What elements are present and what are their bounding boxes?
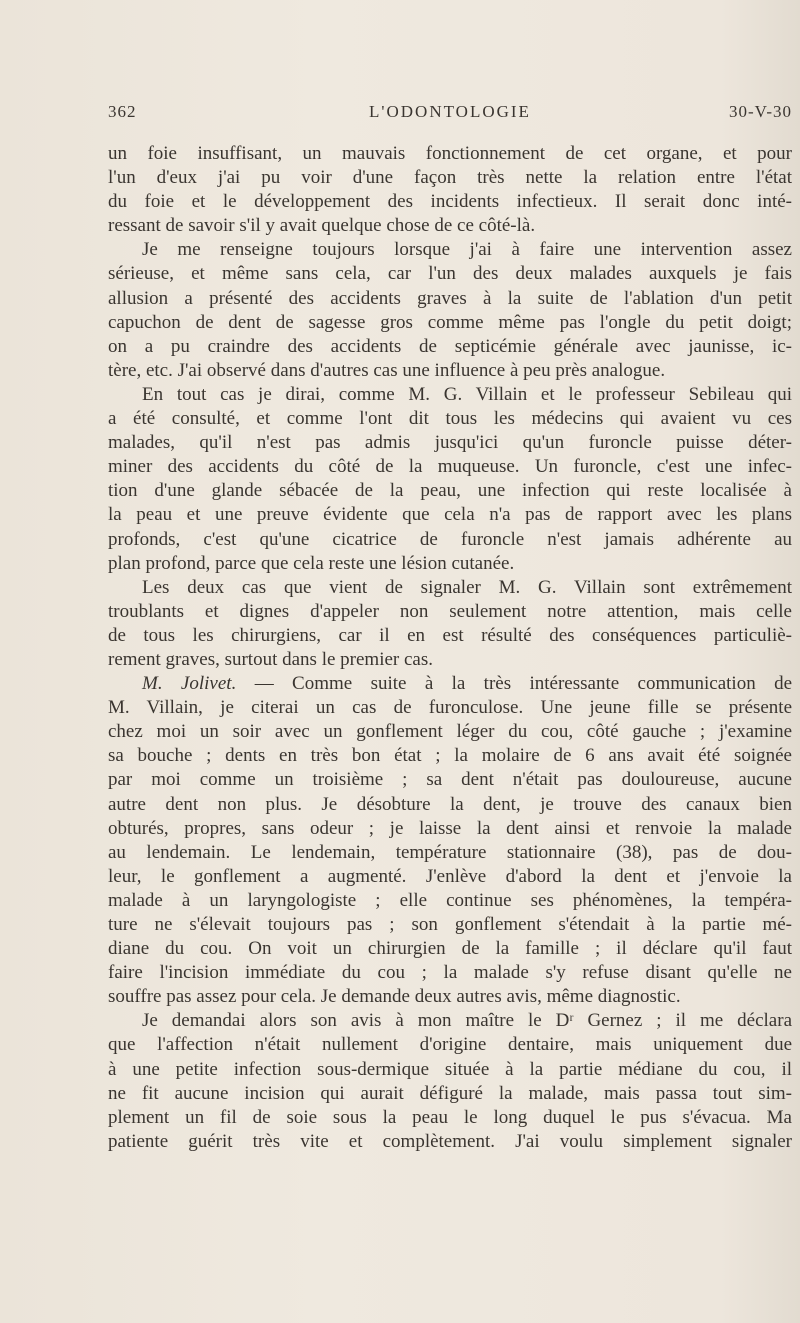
text-line: de tous les chirurgiens, car il en est résulté des conséquences particuliè- <box>108 624 792 646</box>
running-title: L'ODONTOLOGIE <box>369 102 531 121</box>
text-line: autre dent non plus. Je désobture la dent, je trouve des canaux bien <box>108 793 792 815</box>
text-line: plement un fil de soie sous la peau le long duquel le pus s'évacua. Ma <box>108 1106 792 1128</box>
text-line: capuchon de dent de sagesse gros comme même pas l'ongle du petit doigt; <box>108 311 792 333</box>
page-number: 362 <box>108 102 137 121</box>
text-line: a été consulté, et comme l'ont dit tous les médecins qui avaient vu ces <box>108 408 792 430</box>
text-line: patiente guérit très vite et complètement. J'ai voulu simplement signaler <box>108 1130 792 1152</box>
text-line: l'un d'eux j'ai pu voir d'une façon très nette la relation entre l'état <box>108 167 792 189</box>
text-line: ressant de savoir s'il y avait quelque chose de ce côté-là. <box>108 215 536 237</box>
text-line: sérieuse, et même sans cela, car l'un des deux malades auxquels je fais <box>108 263 792 285</box>
text-line: En tout cas je dirai, comme M. G. Villain et le professeur Sebileau qui <box>142 383 792 405</box>
text-line: on a pu craindre des accidents de septicémie générale avec jaunisse, ic- <box>108 335 792 357</box>
text-line: rement graves, surtout dans le premier cas. <box>108 648 433 670</box>
text-line: obturés, propres, sans odeur ; je laisse la dent ainsi et renvoie la malade <box>108 817 792 839</box>
text-line: troublants et dignes d'appeler non seulement notre attention, mais celle <box>108 600 792 622</box>
text-line: au lendemain. Le lendemain, température stationnaire (38), pas de dou- <box>108 841 792 863</box>
text-line: la peau et une preuve évidente que cela n'a pas de rapport avec les plans <box>108 504 792 526</box>
text-line: Les deux cas que vient de signaler M. G. Villain sont extrêmement <box>142 576 792 598</box>
text-line: un foie insuffisant, un mauvais fonctionnement de cet organe, et pour <box>108 143 792 164</box>
text-line: leur, le gonflement a augmenté. J'enlève d'abord la dent et j'envoie la <box>108 865 792 887</box>
text-line: chez moi un soir avec un gonflement léger du cou, côté gauche ; j'examine <box>108 721 792 743</box>
text-line: à une petite infection sous-dermique située à la partie médiane du cou, il <box>108 1058 792 1080</box>
text-line: allusion a présenté des accidents graves à la suite de l'ablation d'un petit <box>108 287 792 309</box>
line-text: — Comme suite à la très intéressante communication de <box>236 673 792 695</box>
issue-date: 30-V-30 <box>728 102 792 121</box>
text-line: Je me renseigne toujours lorsque j'ai à faire une intervention assez <box>142 239 792 261</box>
text-line: malades, qu'il n'est pas admis jusqu'ici qu'un furoncle puisse déter- <box>108 432 792 454</box>
text-line: malade à un laryngologiste ; elle continue ses phénomènes, la tempéra- <box>108 889 792 911</box>
text-line: tion d'une glande sébacée de la peau, une infection qui reste localisée à <box>108 480 792 502</box>
text-line: miner des accidents du côté de la muqueuse. Un furoncle, c'est une infec- <box>108 456 792 478</box>
speaker-name: M. Jolivet. <box>142 673 237 695</box>
text-line: sa bouche ; dents en très bon état ; la molaire de 6 ans avait été soignée <box>108 745 792 767</box>
text-line: plan profond, parce que cela reste une lésion cutanée. <box>108 552 515 574</box>
text-line: ne fit aucune incision qui aurait défiguré la malade, mais passa tout sim- <box>108 1082 792 1104</box>
text-line: diane du cou. On voit un chirurgien de la famille ; il déclare qu'il faut <box>108 938 792 960</box>
text-line <box>108 672 792 696</box>
page-header <box>108 102 792 128</box>
text-line: faire l'incision immédiate du cou ; la malade s'y refuse disant qu'elle ne <box>108 962 792 984</box>
text-line: Je demandai alors son avis à mon maître le Dʳ Gernez ; il me déclara <box>142 1010 792 1032</box>
text-line: que l'affection n'était nullement d'origine dentaire, mais uniquement due <box>108 1034 792 1056</box>
text-line: ture ne s'élevait toujours pas ; son gonflement s'étendait à la partie mé- <box>108 914 792 935</box>
text-line: souffre pas assez pour cela. Je demande deux autres avis, même diagnostic. <box>108 986 681 1008</box>
text-line: par moi comme un troisième ; sa dent n'était pas douloureuse, aucune <box>108 769 792 791</box>
text-line: tère, etc. J'ai observé dans d'autres cas une influence à peu près analogue. <box>108 359 666 381</box>
text-line: M. Villain, je citerai un cas de furonculose. Une jeune fille se présente <box>108 697 792 719</box>
text-line: du foie et le développement des incidents infectieux. Il serait donc inté- <box>108 191 792 213</box>
body-text <box>108 142 792 1154</box>
text-line: profonds, c'est qu'une cicatrice de furoncle n'est jamais adhérente au <box>108 528 792 550</box>
